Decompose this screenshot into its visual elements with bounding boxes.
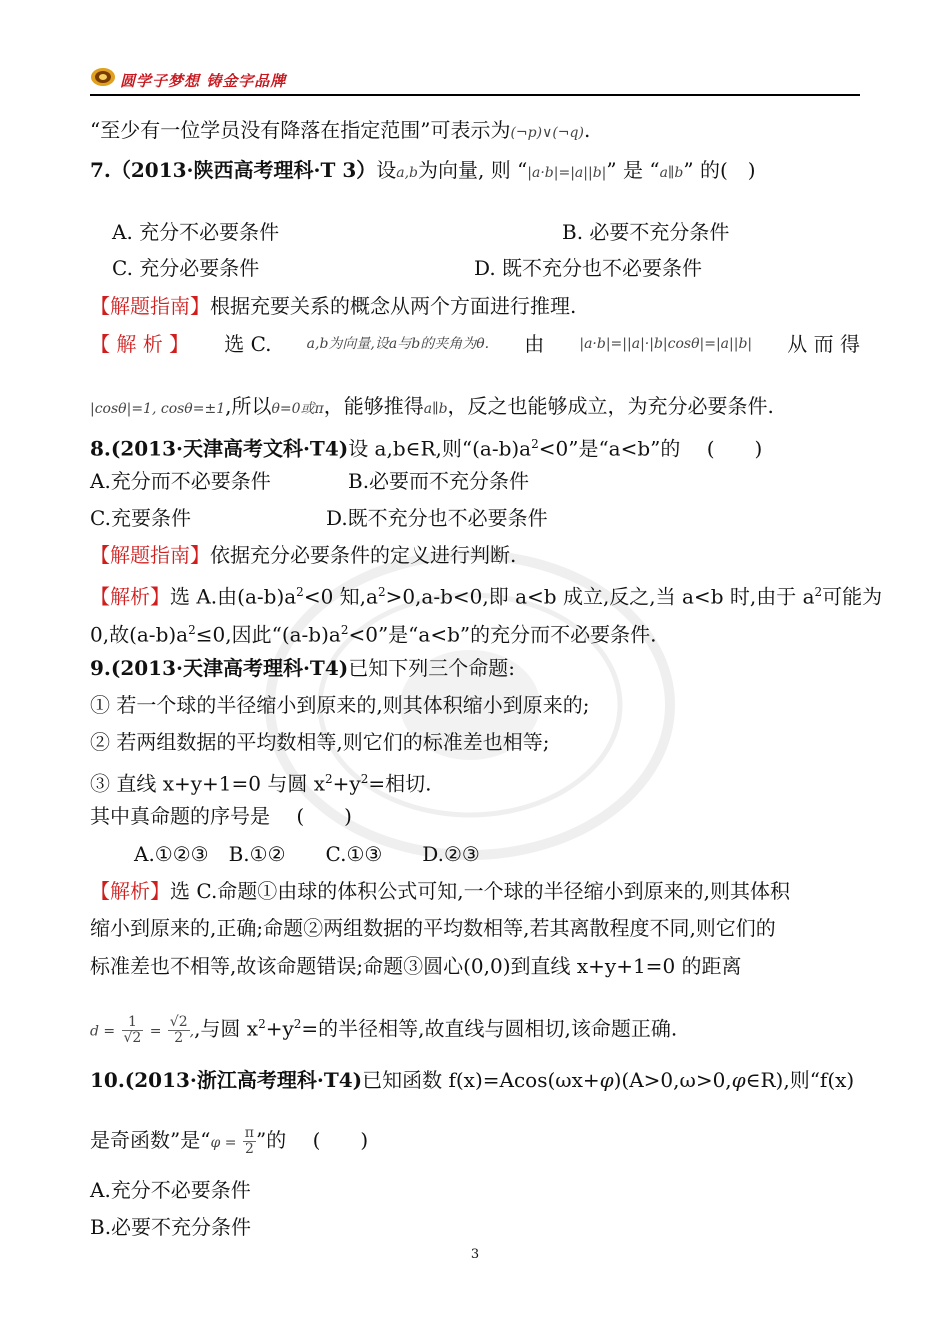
fraction-one-over-root2: $\frac{1}{√2}$: [123, 1013, 142, 1046]
header-rule: [90, 94, 860, 96]
fraction-root2-over-2: $\frac{√2}{2}$: [169, 1013, 188, 1046]
q8-guide: 【解题指南】依据充分必要条件的定义进行判断.: [90, 543, 517, 567]
page-header: [90, 66, 860, 94]
q7-solution-line2: |cosθ|=1, cosθ=±1,所以θ=0或π，能够推得a∥b，反之也能够成立，为充分必要条件.: [90, 394, 774, 418]
q9-proposition-2: ② 若两组数据的平均数相等,则它们的标准差也相等;: [90, 730, 550, 754]
q8-option-b: B.必要而不充分条件: [348, 469, 530, 493]
q9-heading: 9.(2013·天津高考理科·T4): [90, 656, 349, 680]
logo-icon: [90, 66, 116, 88]
q9-solution-line2: 缩小到原来的,正确;命题②两组数据的平均数相等,若其离散程度不同,则它们的: [90, 916, 776, 940]
header-slogan: 圆学子梦想 铸金字品牌: [120, 72, 287, 90]
q10-heading: 10.(2013·浙江高考理科·T4): [90, 1068, 363, 1092]
q9-stem: 9.(2013·天津高考理科·T4)已知下列三个命题:: [90, 656, 515, 680]
q7-stem: 7.（2013·陕西高考理科·T 3）设a,b为向量, 则 “|a·b|=|a||b|” 是 “a∥b” 的( ): [90, 158, 756, 182]
q7-solution-line1: 【 解 析 】 选 C. a,b为向量,设a与b的夹角为θ. 由 |a·b|=||a|·|b|cosθ|=|a||b| 从 而 得: [90, 332, 860, 356]
q9-solution-line1: 【解析】选 C.命题①由球的体积公式可知,一个球的半径缩小到原来的,则其体积: [90, 879, 791, 903]
q9-solution-line4: d = $\frac{1}{√2}$ = $\frac{√2}{2}$ ,,与圆 $x^2+y^2=$的半径相等,故直线与圆相切,该命题正确.: [90, 1013, 678, 1046]
q7-option-c: C. 充分必要条件: [112, 256, 260, 280]
q9-proposition-1: ① 若一个球的半径缩小到原来的,则其体积缩小到原来的;: [90, 693, 590, 717]
q9-proposition-3: ③ 直线 x+y+1=0 与圆 $x^2+y^2=$相切.: [90, 771, 432, 796]
q8-solution-line2: 0,故$(a-b)a^2\le 0$,因此“$(a-b)a^2<0$”是“a<b”的充分而不必要条件.: [90, 622, 657, 647]
q7-option-b: B. 必要不充分条件: [562, 220, 730, 244]
q7-option-a: A. 充分不必要条件: [112, 220, 280, 244]
q9-question: 其中真命题的序号是 ( ): [90, 804, 352, 828]
page-number: 3: [470, 1247, 480, 1262]
q8-heading: 8.(2013·天津高考文科·T4): [90, 436, 349, 461]
q9-solution-line3: 标准差也不相等,故该命题错误;命题③圆心(0,0)到直线 x+y+1=0 的距离: [90, 954, 742, 978]
q8-option-d: D.既不充分也不必要条件: [326, 506, 548, 530]
fraction-pi-over-2: $\frac{\pi}{2}$: [244, 1125, 254, 1157]
q10-option-b: B.必要不充分条件: [90, 1215, 252, 1239]
q7-option-d: D. 既不充分也不必要条件: [474, 256, 703, 280]
q7-heading: 7.（2013·陕西高考理科·T 3）: [90, 158, 377, 182]
q8-stem: 8.(2013·天津高考文科·T4)设 a,b∈R,则“$(a-b)a^2<0$”是“a<b”的 ( ): [90, 436, 763, 461]
q9-options: A.①②③ B.①② C.①③ D.②③: [134, 842, 480, 866]
q8-option-a: A.充分而不必要条件: [90, 469, 271, 493]
q10-option-a: A.充分不必要条件: [90, 1178, 251, 1202]
q10-stem-line2: 是奇函数”是“φ = $\frac{\pi}{2}$ ”的 ( ): [90, 1125, 369, 1157]
q7-guide: 【解题指南】根据充要关系的概念从两个方面进行推理.: [90, 294, 577, 318]
q8-option-c: C.充要条件: [90, 506, 191, 530]
q10-stem-line1: 10.(2013·浙江高考理科·T4)已知函数 f(x)=Acos(ωx+φ)(A>0,ω>0,φ∈R),则“f(x): [90, 1068, 855, 1092]
intro-line: “至少有一位学员没有降落在指定范围”可表示为(¬p)∨(¬q).: [90, 118, 591, 142]
q8-solution-line1: 【解析】选 A.由$(a-b)a^2<0$ 知$,a^2>0,a-b<0$,即 a<b 成立,反之,当 a<b 时,由于 $a^2$可能为: [90, 584, 883, 609]
